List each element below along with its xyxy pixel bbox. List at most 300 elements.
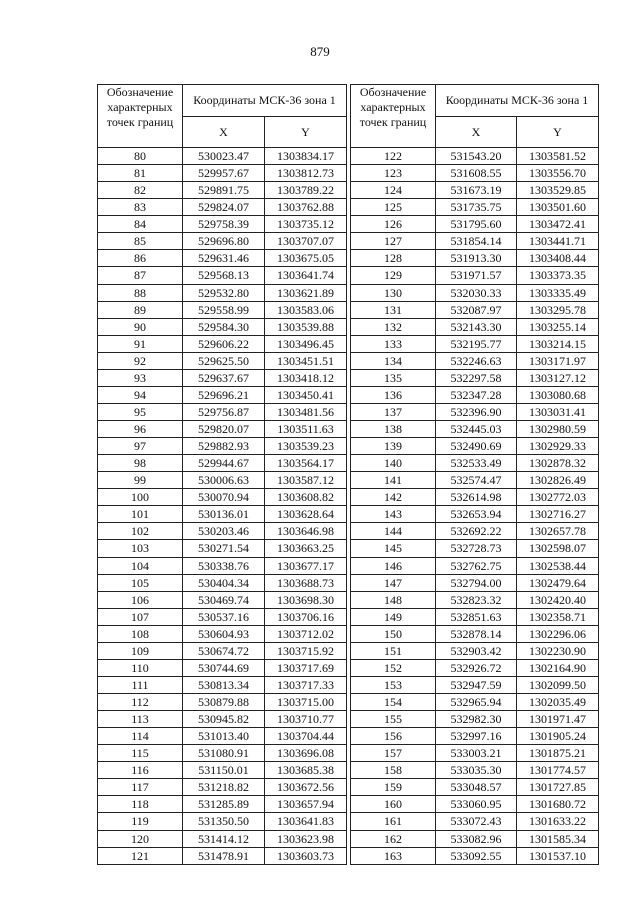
x-coordinate-cell: 529637.67 [183,369,265,386]
y-coordinate-cell: 1303441.71 [517,233,599,250]
table-row [98,233,347,250]
y-coordinate-cell: 1303663.25 [265,540,347,557]
y-coordinate-cell: 1302878.32 [517,455,599,472]
y-coordinate-cell: 1303685.38 [265,762,347,779]
x-coordinate-cell: 531543.20 [436,148,517,165]
point-number-cell: 88 [98,284,183,301]
x-coordinate-cell: 532614.98 [436,489,517,506]
point-number-cell: 132 [351,318,436,335]
table-row [351,694,599,711]
point-number-cell: 126 [351,216,436,233]
y-coordinate-cell: 1303450.41 [265,386,347,403]
table-row [98,779,347,796]
point-number-cell: 119 [98,813,183,830]
x-coordinate-cell: 533072.43 [436,813,517,830]
y-header: Y [517,117,599,148]
y-coordinate-cell: 1303127.12 [517,369,599,386]
x-coordinate-cell: 530404.34 [183,574,265,591]
table-row [98,694,347,711]
x-coordinate-cell: 531414.12 [183,830,265,847]
x-coordinate-cell: 529756.87 [183,403,265,420]
point-number-cell: 161 [351,813,436,830]
point-number-cell: 111 [98,676,183,693]
x-coordinate-cell: 531971.57 [436,267,517,284]
table-row [98,216,347,233]
x-coordinate-cell: 531350.50 [183,813,265,830]
y-coordinate-cell: 1303762.88 [265,199,347,216]
y-coordinate-cell: 1303583.06 [265,301,347,318]
table-row [351,403,599,420]
y-coordinate-cell: 1303715.00 [265,694,347,711]
x-coordinate-cell: 530271.54 [183,540,265,557]
x-coordinate-cell: 530338.76 [183,557,265,574]
x-coordinate-cell: 529824.07 [183,199,265,216]
point-number-cell: 125 [351,199,436,216]
y-coordinate-cell: 1303408.44 [517,250,599,267]
table-row [351,267,599,284]
x-coordinate-cell: 531795.60 [436,216,517,233]
x-coordinate-cell: 532030.33 [436,284,517,301]
table-row [98,250,347,267]
table-row [351,301,599,318]
y-coordinate-cell: 1301971.47 [517,711,599,728]
x-coordinate-cell: 531478.91 [183,847,265,864]
point-number-cell: 96 [98,421,183,438]
table-row [351,711,599,728]
point-number-cell: 116 [98,762,183,779]
coordinates-table-right [350,84,599,865]
page-number: 879 [310,44,330,59]
table-row [98,403,347,420]
x-coordinate-cell: 533035.30 [436,762,517,779]
point-number-cell: 92 [98,352,183,369]
table-row [351,642,599,659]
x-coordinate-cell: 530023.47 [183,148,265,165]
x-coordinate-cell: 529944.67 [183,455,265,472]
x-coordinate-cell: 531854.14 [436,233,517,250]
y-coordinate-cell: 1303080.68 [517,386,599,403]
table-row [351,199,599,216]
x-coordinate-cell: 529820.07 [183,421,265,438]
x-coordinate-cell: 529882.93 [183,438,265,455]
y-coordinate-cell: 1303717.33 [265,676,347,693]
point-number-cell: 90 [98,318,183,335]
y-coordinate-cell: 1302538.44 [517,557,599,574]
coord-system-header: Координаты МСК-36 зона 1 [436,85,599,117]
x-coordinate-cell: 531608.55 [436,165,517,182]
point-number-cell: 131 [351,301,436,318]
y-coordinate-cell: 1303675.05 [265,250,347,267]
point-number-cell: 106 [98,591,183,608]
point-number-cell: 91 [98,335,183,352]
table-row [351,335,599,352]
point-label-header: Обозначение характерных точек границ [351,85,436,148]
point-number-cell: 113 [98,711,183,728]
x-coordinate-cell: 532445.03 [436,421,517,438]
point-number-cell: 101 [98,506,183,523]
table-row [98,728,347,745]
y-coordinate-cell: 1303657.94 [265,796,347,813]
y-coordinate-cell: 1303603.73 [265,847,347,864]
table-row [98,182,347,199]
table-row [351,352,599,369]
point-number-cell: 94 [98,386,183,403]
y-coordinate-cell: 1302296.06 [517,625,599,642]
table-row [351,489,599,506]
table-row [351,455,599,472]
y-coordinate-cell: 1303717.69 [265,659,347,676]
table-row [98,284,347,301]
x-coordinate-cell: 532878.14 [436,625,517,642]
point-number-cell: 89 [98,301,183,318]
point-number-cell: 114 [98,728,183,745]
table-row [98,489,347,506]
x-coordinate-cell: 532982.30 [436,711,517,728]
table-row [98,148,347,165]
point-number-cell: 107 [98,608,183,625]
x-coordinate-cell: 532762.75 [436,557,517,574]
table-row [98,267,347,284]
x-coordinate-cell: 530813.34 [183,676,265,693]
table-row [351,830,599,847]
table-row [98,352,347,369]
x-coordinate-cell: 533082.96 [436,830,517,847]
point-number-cell: 117 [98,779,183,796]
y-coordinate-cell: 1303641.74 [265,267,347,284]
table-row [98,813,347,830]
x-coordinate-cell: 532195.77 [436,335,517,352]
x-coordinate-cell: 529696.80 [183,233,265,250]
point-number-cell: 137 [351,403,436,420]
table-row [98,591,347,608]
y-coordinate-cell: 1303529.85 [517,182,599,199]
table-row [351,386,599,403]
table-row [351,745,599,762]
coordinates-table-left [97,84,347,865]
point-number-cell: 147 [351,574,436,591]
y-coordinate-cell: 1303623.98 [265,830,347,847]
x-coordinate-cell: 529696.21 [183,386,265,403]
point-number-cell: 127 [351,233,436,250]
y-coordinate-cell: 1303539.88 [265,318,347,335]
table-body-left [98,148,347,865]
x-coordinate-cell: 529891.75 [183,182,265,199]
y-coordinate-cell: 1302164.90 [517,659,599,676]
table-row [98,165,347,182]
y-coordinate-cell: 1303672.56 [265,779,347,796]
point-number-cell: 95 [98,403,183,420]
table-row [98,745,347,762]
table-row [98,506,347,523]
table-row [351,284,599,301]
x-coordinate-cell: 532246.63 [436,352,517,369]
y-coordinate-cell: 1303789.22 [265,182,347,199]
table-row [351,591,599,608]
x-coordinate-cell: 529957.67 [183,165,265,182]
y-coordinate-cell: 1303295.78 [517,301,599,318]
x-coordinate-cell: 532533.49 [436,455,517,472]
table-row [98,642,347,659]
x-coordinate-cell: 532653.94 [436,506,517,523]
table-row [98,369,347,386]
table-row [351,676,599,693]
y-coordinate-cell: 1302420.40 [517,591,599,608]
x-header: X [436,117,517,148]
y-coordinate-cell: 1303735.12 [265,216,347,233]
point-number-cell: 134 [351,352,436,369]
y-coordinate-cell: 1303472.41 [517,216,599,233]
x-coordinate-cell: 531080.91 [183,745,265,762]
point-number-cell: 86 [98,250,183,267]
table-row [351,182,599,199]
x-coordinate-cell: 529631.46 [183,250,265,267]
point-number-cell: 97 [98,438,183,455]
y-coordinate-cell: 1303451.51 [265,352,347,369]
y-coordinate-cell: 1301774.57 [517,762,599,779]
table-row [98,711,347,728]
point-number-cell: 162 [351,830,436,847]
table-row [98,438,347,455]
point-number-cell: 158 [351,762,436,779]
point-number-cell: 81 [98,165,183,182]
point-number-cell: 120 [98,830,183,847]
table-row [351,523,599,540]
x-coordinate-cell: 529558.99 [183,301,265,318]
x-coordinate-cell: 530006.63 [183,472,265,489]
table-row [98,574,347,591]
table-row [98,301,347,318]
table-row [351,165,599,182]
point-number-cell: 128 [351,250,436,267]
table-row [351,728,599,745]
x-header: X [183,117,265,148]
x-coordinate-cell: 532297.58 [436,369,517,386]
table-body-right [351,148,599,865]
point-number-cell: 153 [351,676,436,693]
point-number-cell: 135 [351,369,436,386]
point-label-header: Обозначение характерных точек границ [98,85,183,148]
point-number-cell: 138 [351,421,436,438]
point-number-cell: 144 [351,523,436,540]
x-coordinate-cell: 531013.40 [183,728,265,745]
table-row [351,216,599,233]
point-number-cell: 142 [351,489,436,506]
x-coordinate-cell: 532997.16 [436,728,517,745]
point-number-cell: 151 [351,642,436,659]
table-row [351,557,599,574]
x-coordinate-cell: 533092.55 [436,847,517,864]
point-number-cell: 100 [98,489,183,506]
table-row [98,540,347,557]
y-coordinate-cell: 1303501.60 [517,199,599,216]
table-row [98,455,347,472]
table-row [98,830,347,847]
x-coordinate-cell: 529532.80 [183,284,265,301]
point-number-cell: 112 [98,694,183,711]
point-number-cell: 80 [98,148,183,165]
table-row [351,659,599,676]
x-coordinate-cell: 530203.46 [183,523,265,540]
x-coordinate-cell: 532794.00 [436,574,517,591]
y-coordinate-cell: 1303710.77 [265,711,347,728]
point-number-cell: 84 [98,216,183,233]
y-coordinate-cell: 1303706.16 [265,608,347,625]
table-row [351,472,599,489]
table-row [351,813,599,830]
x-coordinate-cell: 530070.94 [183,489,265,506]
x-coordinate-cell: 530674.72 [183,642,265,659]
point-number-cell: 110 [98,659,183,676]
point-number-cell: 102 [98,523,183,540]
point-number-cell: 140 [351,455,436,472]
y-coordinate-cell: 1302772.03 [517,489,599,506]
y-coordinate-cell: 1301905.24 [517,728,599,745]
x-coordinate-cell: 532692.22 [436,523,517,540]
point-number-cell: 143 [351,506,436,523]
x-coordinate-cell: 531673.19 [436,182,517,199]
y-coordinate-cell: 1303621.89 [265,284,347,301]
point-number-cell: 156 [351,728,436,745]
x-coordinate-cell: 532347.28 [436,386,517,403]
y-coordinate-cell: 1302980.59 [517,421,599,438]
x-coordinate-cell: 533060.95 [436,796,517,813]
table-row [351,506,599,523]
table-row [351,318,599,335]
x-coordinate-cell: 532396.90 [436,403,517,420]
table-row [98,676,347,693]
y-coordinate-cell: 1303834.17 [265,148,347,165]
y-coordinate-cell: 1302826.49 [517,472,599,489]
y-coordinate-cell: 1303812.73 [265,165,347,182]
table-row [98,608,347,625]
y-coordinate-cell: 1303418.12 [265,369,347,386]
point-number-cell: 130 [351,284,436,301]
table-row [98,523,347,540]
table-row [98,386,347,403]
x-coordinate-cell: 532965.94 [436,694,517,711]
coord-system-header: Координаты МСК-36 зона 1 [183,85,347,117]
table-row [351,574,599,591]
table-row [351,762,599,779]
y-coordinate-cell: 1303214.15 [517,335,599,352]
y-coordinate-cell: 1301633.22 [517,813,599,830]
y-coordinate-cell: 1302657.78 [517,523,599,540]
x-coordinate-cell: 531285.89 [183,796,265,813]
table-row [98,421,347,438]
point-number-cell: 148 [351,591,436,608]
table-row [98,335,347,352]
table-row [98,199,347,216]
x-coordinate-cell: 530744.69 [183,659,265,676]
point-number-cell: 155 [351,711,436,728]
x-coordinate-cell: 529625.50 [183,352,265,369]
table-row [351,369,599,386]
point-number-cell: 160 [351,796,436,813]
table-row [98,318,347,335]
y-coordinate-cell: 1302358.71 [517,608,599,625]
point-number-cell: 133 [351,335,436,352]
y-coordinate-cell: 1303608.82 [265,489,347,506]
point-number-cell: 145 [351,540,436,557]
point-number-cell: 108 [98,625,183,642]
table-row [351,250,599,267]
y-coordinate-cell: 1303335.49 [517,284,599,301]
point-number-cell: 159 [351,779,436,796]
x-coordinate-cell: 533048.57 [436,779,517,796]
point-number-cell: 121 [98,847,183,864]
x-coordinate-cell: 530469.74 [183,591,265,608]
x-coordinate-cell: 529758.39 [183,216,265,233]
y-coordinate-cell: 1303373.35 [517,267,599,284]
y-coordinate-cell: 1303556.70 [517,165,599,182]
point-number-cell: 109 [98,642,183,659]
y-coordinate-cell: 1301585.34 [517,830,599,847]
y-coordinate-cell: 1303255.14 [517,318,599,335]
point-number-cell: 98 [98,455,183,472]
x-coordinate-cell: 531913.30 [436,250,517,267]
x-coordinate-cell: 532823.32 [436,591,517,608]
point-number-cell: 122 [351,148,436,165]
point-number-cell: 150 [351,625,436,642]
x-coordinate-cell: 531150.01 [183,762,265,779]
table-row [98,796,347,813]
y-coordinate-cell: 1302929.33 [517,438,599,455]
table-row [351,847,599,864]
x-coordinate-cell: 529606.22 [183,335,265,352]
point-number-cell: 129 [351,267,436,284]
y-coordinate-cell: 1302099.50 [517,676,599,693]
x-coordinate-cell: 530136.01 [183,506,265,523]
table-row [351,233,599,250]
point-number-cell: 124 [351,182,436,199]
point-number-cell: 154 [351,694,436,711]
y-coordinate-cell: 1303564.17 [265,455,347,472]
x-coordinate-cell: 530537.16 [183,608,265,625]
table-row [351,540,599,557]
x-coordinate-cell: 532851.63 [436,608,517,625]
x-coordinate-cell: 530604.93 [183,625,265,642]
x-coordinate-cell: 532490.69 [436,438,517,455]
y-coordinate-cell: 1302598.07 [517,540,599,557]
x-coordinate-cell: 529584.30 [183,318,265,335]
table-row [98,847,347,864]
y-coordinate-cell: 1303696.08 [265,745,347,762]
y-coordinate-cell: 1302479.64 [517,574,599,591]
table-row [351,796,599,813]
y-coordinate-cell: 1303704.44 [265,728,347,745]
y-coordinate-cell: 1303698.30 [265,591,347,608]
y-coordinate-cell: 1303707.07 [265,233,347,250]
y-coordinate-cell: 1303496.45 [265,335,347,352]
point-number-cell: 85 [98,233,183,250]
y-coordinate-cell: 1303511.63 [265,421,347,438]
y-coordinate-cell: 1303171.97 [517,352,599,369]
point-number-cell: 141 [351,472,436,489]
y-coordinate-cell: 1303481.56 [265,403,347,420]
y-coordinate-cell: 1301727.85 [517,779,599,796]
x-coordinate-cell: 530879.88 [183,694,265,711]
x-coordinate-cell: 533003.21 [436,745,517,762]
table-row [351,779,599,796]
table-row [98,762,347,779]
point-number-cell: 82 [98,182,183,199]
point-number-cell: 105 [98,574,183,591]
y-coordinate-cell: 1301537.10 [517,847,599,864]
point-number-cell: 123 [351,165,436,182]
y-coordinate-cell: 1303641.83 [265,813,347,830]
x-coordinate-cell: 532574.47 [436,472,517,489]
point-number-cell: 157 [351,745,436,762]
